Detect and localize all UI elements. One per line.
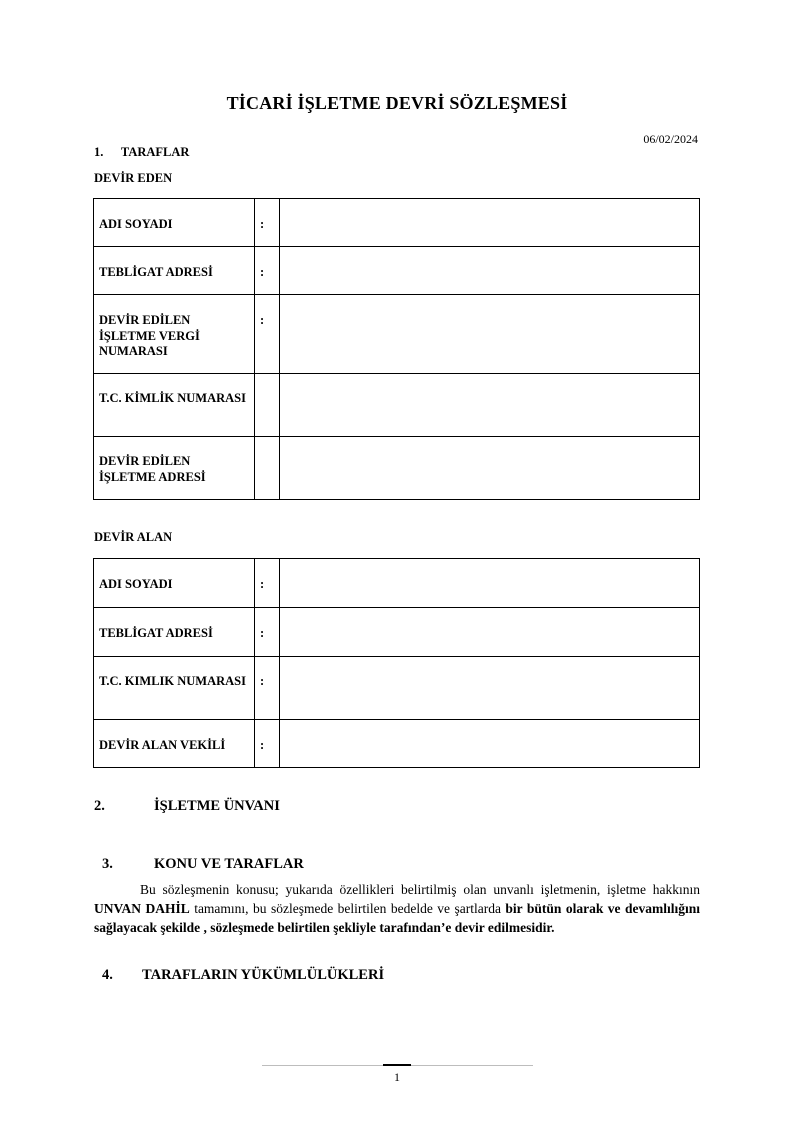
vekil-field[interactable] (280, 720, 700, 768)
row-colon: : (255, 247, 280, 295)
section-1-heading (94, 145, 189, 160)
table-row (94, 295, 700, 374)
table-row (94, 559, 700, 608)
adi-soyadi-field[interactable] (280, 199, 700, 247)
paragraph-bold-2: bir bütün olarak ve devamlılığını sağlayacak şekilde , sözleşmede belirtilen şekliyle tarafından’e devir edilmesidir. (94, 901, 701, 935)
row-label: TEBLİGAT ADRESİ (94, 247, 255, 295)
tc-kimlik-field[interactable] (280, 374, 700, 437)
section-4-number: 4. (102, 967, 113, 983)
row-colon: : (255, 720, 280, 768)
row-colon: : (255, 295, 280, 374)
row-colon (255, 374, 280, 437)
devir-alan-heading: DEVİR ALAN (94, 530, 173, 544)
table-row (94, 720, 700, 768)
isletme-adresi-field[interactable] (280, 437, 700, 500)
devir-alan-table (93, 558, 700, 768)
section-2-heading (94, 798, 280, 815)
section-2-label: İŞLETME ÜNVANI (154, 798, 280, 814)
page-number: 1 (394, 1070, 400, 1084)
row-colon (255, 437, 280, 500)
row-label: T.C. KİMLİK NUMARASI (94, 374, 255, 437)
adi-soyadi-field[interactable] (280, 559, 700, 608)
devir-eden-heading: DEVİR EDEN (94, 171, 173, 185)
row-label: DEVİR EDİLEN İŞLETME ADRESİ (94, 437, 255, 500)
vergi-numarasi-field[interactable] (280, 295, 700, 374)
row-label: TEBLİGAT ADRESİ (94, 608, 255, 657)
section-3-label: KONU VE TARAFLAR (154, 856, 304, 872)
tebligat-adresi-field[interactable] (280, 608, 700, 657)
row-colon: : (255, 199, 280, 247)
row-label: T.C. KIMLIK NUMARASI (94, 657, 255, 720)
section-4-label: TARAFLARIN YÜKÜMLÜLÜKLERİ (142, 967, 385, 983)
section-4-heading (102, 967, 384, 984)
row-colon: : (255, 608, 280, 657)
table-row (94, 374, 700, 437)
row-colon: : (255, 657, 280, 720)
table-row (94, 657, 700, 720)
row-label: DEVİR ALAN VEKİLİ (94, 720, 255, 768)
section-3-heading (102, 856, 304, 873)
devir-eden-table (93, 198, 700, 500)
paragraph-text-2: tamamını, bu sözleşmede belirtilen bedelde ve şartlarda (189, 901, 506, 916)
row-label: ADI SOYADI (94, 199, 255, 247)
section-3-number: 3. (102, 856, 113, 872)
table-row (94, 199, 700, 247)
row-label: DEVİR EDİLEN İŞLETME VERGİ NUMARASI (94, 295, 255, 374)
paragraph-bold-1: UNVAN DAHİL (94, 901, 190, 916)
row-label: ADI SOYADI (94, 559, 255, 608)
document-date: 06/02/2024 (643, 132, 698, 146)
tebligat-adresi-field[interactable] (280, 247, 700, 295)
section-1-label: TARAFLAR (120, 145, 190, 159)
section-2-number: 2. (94, 798, 105, 814)
paragraph-text-1: Bu sözleşmenin konusu; yukarıda özellikleri belirtilmiş olan unvanlı işletmenin, işletme hakkının (140, 882, 700, 897)
footer-page-marker (383, 1064, 411, 1066)
row-colon: : (255, 559, 280, 608)
document-title: TİCARİ İŞLETME DEVRİ SÖZLEŞMESİ (226, 93, 568, 113)
table-row (94, 437, 700, 500)
table-row (94, 608, 700, 657)
table-row (94, 247, 700, 295)
section-1-number: 1. (94, 145, 104, 159)
section-3-paragraph (94, 880, 700, 937)
tc-kimlik-field[interactable] (280, 657, 700, 720)
